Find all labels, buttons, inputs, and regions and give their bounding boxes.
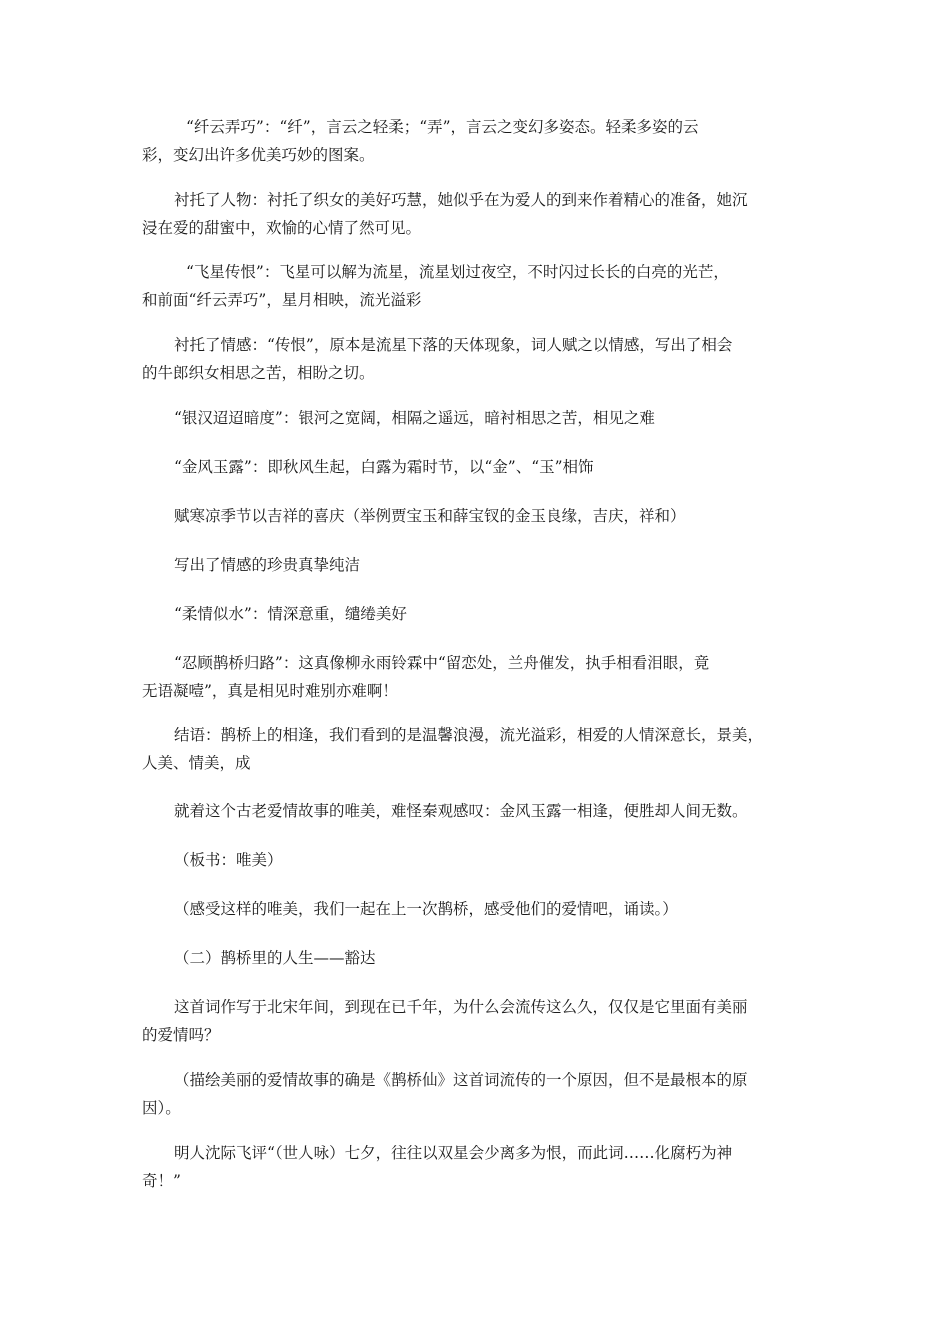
text-line: 无语凝噎”，真是相见时难别亦难啊！ — [142, 682, 398, 700]
paragraph-feixing — [142, 258, 810, 314]
paragraph-chentuo-renwu — [142, 186, 810, 242]
text-line: （板书：唯美） — [174, 851, 283, 869]
text-line: 衬托了人物：衬托了织女的美好巧慧，她似乎在为爱人的到来作着精心的准备，她沉 — [174, 191, 748, 209]
paragraph-yinhan — [142, 404, 810, 432]
paragraph-xianyun — [142, 113, 810, 169]
text-line: 赋寒凉季节以吉祥的喜庆（举例贾宝玉和薛宝钗的金玉良缘，吉庆，祥和） — [174, 507, 686, 525]
text-line: 浸在爱的甜蜜中，欢愉的心情了然可见。 — [142, 219, 422, 237]
paragraph-miaohui — [142, 1066, 810, 1122]
paragraph-xiechu — [142, 551, 810, 579]
paragraph-jinfeng — [142, 453, 810, 481]
paragraph-rengu — [142, 649, 810, 705]
paragraph-chentuo-qinggan — [142, 331, 810, 387]
text-line: 明人沈际飞评“（世人咏）七夕，往往以双星会少离多为恨，而此词……化腐朽为神 — [174, 1144, 733, 1162]
paragraph-rouqing — [142, 600, 810, 628]
text-line: “飞星传恨”：飞星可以解为流星，流星划过夜空，不时闪过长长的白亮的光芒， — [186, 263, 729, 281]
text-line: （描绘美丽的爱情故事的确是《鹊桥仙》这首词流传的一个原因，但不是最根本的原 — [174, 1071, 748, 1089]
text-line: 衬托了情感：“传恨”，原本是流星下落的天体现象，词人赋之以情感，写出了相会 — [174, 336, 733, 354]
paragraph-zheshouci — [142, 993, 810, 1049]
text-line: （二）鹊桥里的人生——豁达 — [174, 949, 376, 967]
paragraph-jiuzhe — [142, 797, 810, 825]
paragraph-shenjifei — [142, 1139, 810, 1195]
paragraph-fuhan — [142, 502, 810, 530]
text-line: 就着这个古老爱情故事的唯美，难怪秦观感叹：金风玉露一相逢，便胜却人间无数。 — [174, 802, 748, 820]
section-heading-huoda — [142, 944, 810, 972]
text-line: 的牛郎织女相思之苦，相盼之切。 — [142, 364, 375, 382]
text-line: 奇！” — [142, 1172, 181, 1190]
text-line: “纤云弄巧”：“纤”，言云之轻柔；“弄”，言云之变幻多姿态。轻柔多姿的云 — [186, 118, 699, 136]
paragraph-banshu — [142, 846, 810, 874]
text-line: “银汉迢迢暗度”：银河之宽阔，相隔之遥远，暗衬相思之苦，相见之难 — [174, 409, 655, 427]
text-line: “忍顾鹊桥归路”：这真像柳永雨铃霖中“留恋处，兰舟催发，执手相看泪眼，竟 — [174, 654, 710, 672]
text-line: 和前面“纤云弄巧”，星月相映，流光溢彩 — [142, 291, 422, 309]
text-line: 写出了情感的珍贵真挚纯洁 — [174, 556, 361, 574]
text-line: 这首词作写于北宋年间，到现在已千年，为什么会流传这么久，仅仅是它里面有美丽 — [174, 998, 748, 1016]
text-line: 结语：鹊桥上的相逢，我们看到的是温馨浪漫，流光溢彩，相爱的人情深意长，景美， — [174, 726, 764, 744]
text-line: （感受这样的唯美，我们一起在上一次鹊桥，感受他们的爱情吧，诵读。） — [174, 900, 678, 918]
text-line: “金风玉露”：即秋风生起，白露为霜时节，以“金”、“玉”相饰 — [174, 458, 594, 476]
paragraph-ganshou — [142, 895, 810, 923]
text-line: 的爱情吗？ — [142, 1026, 220, 1044]
text-line: 因）。 — [142, 1099, 181, 1117]
text-line: “柔情似水”：情深意重，缱绻美好 — [174, 605, 407, 623]
paragraph-jieyu — [142, 721, 810, 777]
text-line: 人美、情美，成 — [142, 754, 251, 772]
text-line: 彩，变幻出许多优美巧妙的图案。 — [142, 146, 375, 164]
